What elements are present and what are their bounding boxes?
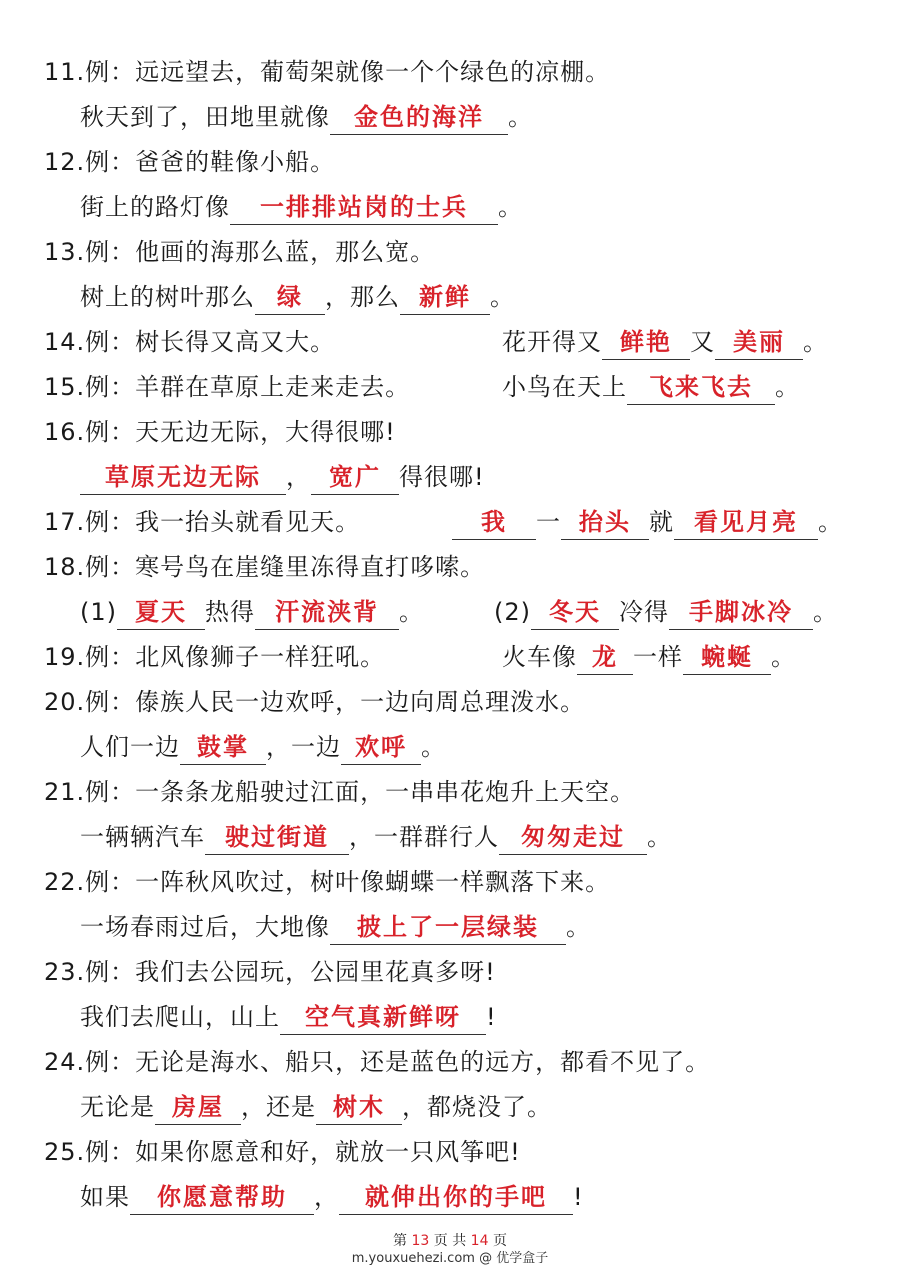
exercise-18-part-2 [494, 592, 838, 632]
exercise-18-2-label: (2) [494, 598, 531, 626]
page-suffix: 页 [492, 1233, 507, 1249]
example-14: 14.例：树长得又高又大。 [44, 328, 336, 356]
answer-25-2: 就伸出你的手吧 [339, 1180, 573, 1215]
exercise-14-post: 。 [803, 328, 828, 356]
answer-24-2: 树木 [316, 1090, 402, 1125]
exercise-13-mid: ，那么 [325, 283, 400, 311]
answer-14-1: 鲜艳 [602, 325, 690, 360]
exercise-17 [452, 502, 843, 542]
exercise-18-1-post: 。 [399, 598, 424, 626]
exercise-14 [502, 322, 828, 362]
exercise-11-pre: 秋天到了，田地里就像 [80, 103, 330, 131]
example-24: 24.例：无论是海水、船只，还是蓝色的远方，都看不见了。 [44, 1048, 711, 1076]
answer-14-2: 美丽 [715, 325, 803, 360]
example-13: 13.例：他画的海那么蓝，那么宽。 [44, 238, 436, 266]
exercise-16-mid: ， [286, 463, 311, 491]
page-middle: 页 共 [433, 1233, 467, 1249]
example-20: 20.例：傣族人民一边欢呼，一边向周总理泼水。 [44, 688, 586, 716]
exercise-12-pre: 街上的路灯像 [80, 193, 230, 221]
answer-20-1: 鼓掌 [180, 730, 266, 765]
exercise-14-pre: 花开得又 [502, 328, 602, 356]
answer-18-1-2: 汗流浃背 [255, 595, 399, 630]
exercise-15-pre: 小鸟在天上 [502, 373, 627, 401]
answer-11: 金色的海洋 [330, 100, 508, 135]
exercise-15 [502, 367, 800, 407]
example-18: 18.例：寒号鸟在崖缝里冻得直打哆嗦。 [44, 553, 486, 581]
exercise-24-pre: 无论是 [80, 1093, 155, 1121]
exercise-13-post: 。 [490, 283, 515, 311]
exercise-15-post: 。 [775, 373, 800, 401]
exercise-17-post: 。 [818, 508, 843, 536]
exercise-19-pre: 火车像 [502, 643, 577, 671]
exercise-24-post: ，都烧没了。 [402, 1093, 552, 1121]
example-22: 22.例：一阵秋风吹过，树叶像蝴蝶一样飘落下来。 [44, 868, 611, 896]
exercise-20-post: 。 [421, 733, 446, 761]
answer-18-1-1: 夏天 [117, 595, 205, 630]
example-25: 25.例：如果你愿意和好，就放一只风筝吧! [44, 1138, 521, 1166]
exercise-22-pre: 一场春雨过后，大地像 [80, 913, 330, 941]
answer-17-2: 抬头 [561, 505, 649, 540]
exercise-21 [80, 817, 672, 857]
exercise-20 [80, 727, 446, 767]
answer-13-2: 新鲜 [400, 280, 490, 315]
page-total: 14 [470, 1233, 489, 1249]
exercise-12-post: 。 [498, 193, 523, 221]
example-23: 23.例：我们去公园玩，公园里花真多呀! [44, 958, 496, 986]
exercise-18-1-mid: 热得 [205, 598, 255, 626]
answer-18-2-1: 冬天 [531, 595, 619, 630]
answer-24-1: 房屋 [155, 1090, 241, 1125]
answer-16-2: 宽广 [311, 460, 399, 495]
exercise-21-pre: 一辆辆汽车 [80, 823, 205, 851]
exercise-25 [80, 1177, 584, 1217]
example-16: 16.例：天无边无际，大得很哪! [44, 418, 396, 446]
exercise-16-post: 得很哪! [399, 463, 485, 491]
exercise-20-pre: 人们一边 [80, 733, 180, 761]
page-prefix: 第 [393, 1233, 408, 1249]
answer-19-2: 蜿蜒 [683, 640, 771, 675]
exercise-11-post: 。 [508, 103, 533, 131]
example-17: 17.例：我一抬头就看见天。 [44, 508, 361, 536]
example-12: 12.例：爸爸的鞋像小船。 [44, 148, 336, 176]
exercise-23-pre: 我们去爬山，山上 [80, 1003, 280, 1031]
exercise-18-2-mid: 冷得 [619, 598, 669, 626]
exercise-12 [80, 187, 523, 227]
exercise-16 [80, 457, 485, 497]
answer-20-2: 欢呼 [341, 730, 421, 765]
example-21: 21.例：一条条龙船驶过江面，一串串花炮升上天空。 [44, 778, 636, 806]
site-watermark: m.youxuehezi.com @ 优学盒子 [351, 1251, 549, 1266]
answer-21-2: 匆匆走过 [499, 820, 647, 855]
exercise-22-post: 。 [566, 913, 591, 941]
example-11: 11.例：远远望去，葡萄架就像一个个绿色的凉棚。 [44, 58, 611, 86]
exercise-25-post: ! [573, 1183, 584, 1211]
answer-15: 飞来飞去 [627, 370, 775, 405]
page-current: 13 [411, 1233, 430, 1249]
exercise-13-pre: 树上的树叶那么 [80, 283, 255, 311]
example-15: 15.例：羊群在草原上走来走去。 [44, 373, 411, 401]
exercise-19 [502, 637, 796, 677]
exercise-25-pre: 如果 [80, 1183, 130, 1211]
exercise-20-mid: ，一边 [266, 733, 341, 761]
answer-12: 一排排站岗的士兵 [230, 190, 498, 225]
exercise-23 [80, 997, 497, 1037]
answer-23: 空气真新鲜呀 [280, 1000, 486, 1035]
exercise-11 [80, 97, 533, 137]
answer-17-3: 看见月亮 [674, 505, 818, 540]
exercise-17-mid2: 就 [649, 508, 674, 536]
exercise-18-part-1 [80, 592, 424, 632]
exercise-13 [80, 277, 515, 317]
exercise-14-mid: 又 [690, 328, 715, 356]
exercise-21-post: 。 [647, 823, 672, 851]
answer-25-1: 你愿意帮助 [130, 1180, 314, 1215]
exercise-19-post: 。 [771, 643, 796, 671]
page-number [0, 1232, 900, 1250]
example-19: 19.例：北风像狮子一样狂吼。 [44, 643, 386, 671]
exercise-17-mid1: 一 [536, 508, 561, 536]
exercise-19-mid: 一样 [633, 643, 683, 671]
exercise-24 [80, 1087, 552, 1127]
answer-18-2-2: 手脚冰冷 [669, 595, 813, 630]
answer-13-1: 绿 [255, 280, 325, 315]
answer-19-1: 龙 [577, 640, 633, 675]
exercise-25-mid: ， [314, 1183, 339, 1211]
answer-21-1: 驶过街道 [205, 820, 349, 855]
exercise-18-2-post: 。 [813, 598, 838, 626]
answer-17-1: 我 [452, 505, 536, 540]
exercise-21-mid: ，一群群行人 [349, 823, 499, 851]
exercise-18-1-label: (1) [80, 598, 117, 626]
answer-16-1: 草原无边无际 [80, 460, 286, 495]
exercise-23-post: ! [486, 1003, 497, 1031]
exercise-22 [80, 907, 591, 947]
exercise-24-mid: ，还是 [241, 1093, 316, 1121]
answer-22: 披上了一层绿装 [330, 910, 566, 945]
